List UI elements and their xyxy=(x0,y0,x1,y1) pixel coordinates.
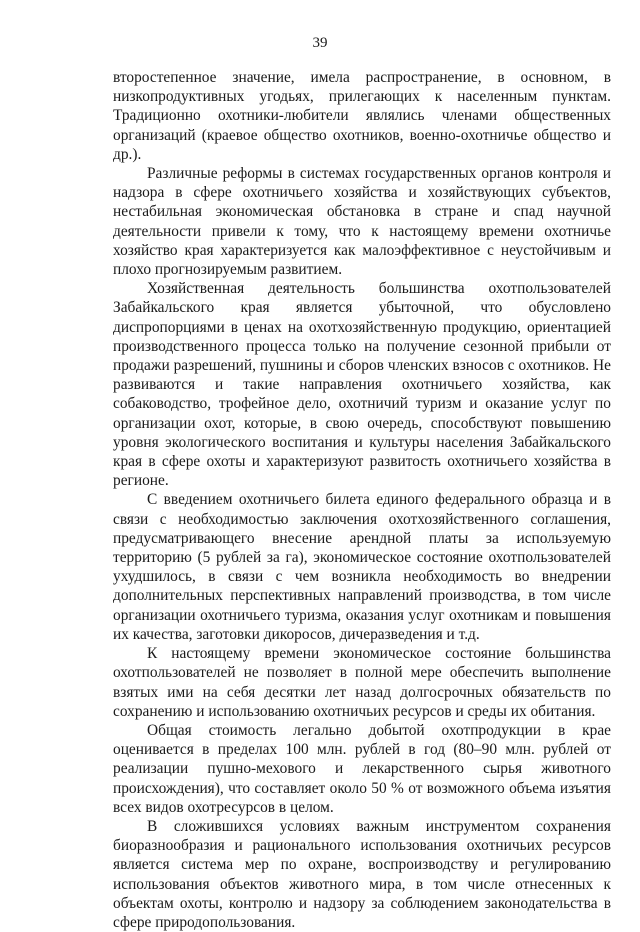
paragraph-conservation-measures: В сложившихся условиях важным инструментом сохранения биоразнообразия и рационального использования охотничьих ресурсов является система мер по охране, воспроизводству и регулированию использования объектов животного мира, в том числе отнесенных к объектам охоты, контролю и надзору за соблюдением законодательства в сфере природопользования. xyxy=(113,817,611,931)
paragraph-economic-activity: Хозяйственная деятельность большинства охотпользователей Забайкальского края является убыточной, что обусловлено диспропорциями в ценах на охотхозяйственную продукцию, ориентацией производственного процесса только на получение сезонной прибыли от продажи разрешений, пушнины и сборов членских взносов с охотников. Не развиваются и такие направления охотничьего хозяйства, как собаководство, трофейное дело, охотничий туризм и оказание услуг по организации охот, которые, в свою очередь, способствуют повышению уровня экологического воспитания и культуры населения Забайкальского края в сфере охоты и характеризуют развитость охотничьего хозяйства в регионе. xyxy=(113,280,611,490)
paragraph-hunting-license: С введением охотничьего билета единого федерального образца и в связи с необходимостью заключения охотхозяйственного соглашения, предусматривающего внесение арендной платы за используемую территорию (5 рублей за га), экономическое состояние охотпользователей ухудшилось, в связи с чем возникла необходимость во внедрении дополнительных перспективных направлений производства, в том числе организации охотничьего туризма, оказания услуг охотникам и повышения их качества, заготовки дикоросов, дичеразведения и т.д. xyxy=(113,491,611,643)
paragraph-total-value: Общая стоимость легально добытой охотпродукции в крае оценивается в пределах 100 млн. рублей в год (80–90 млн. рублей от реализации пушно-мехового и лекарственного сырья животного происхождения), что составляет около 50 % от возможного объема изъятия всех видов охотресурсов в целом. xyxy=(113,721,611,816)
paragraph-current-state: К настоящему времени экономическое состояние большинства охотпользователей не позволяет в полной мере обеспечить выполнение взятых ими на себя десятки лет назад долгосрочных обязательств по сохранению и использованию охотничьих ресурсов и среды их обитания. xyxy=(113,645,611,720)
page-number: 39 xyxy=(312,35,328,51)
document-body xyxy=(113,68,611,932)
paragraph-continuation: второстепенное значение, имела распространение, в основном, в низкопродуктивных угодьях, прилегающих к населенным пунктам. Традиционно охотники-любители являлись членами общественных организаций (краевое общество охотников, военно-охотничье общество и др.). xyxy=(113,69,611,163)
paragraph-reforms: Различные реформы в системах государственных органов контроля и надзора в сфере охотничьего хозяйства и хозяйствующих субъектов, нестабильная экономическая обстановка в стране и спад научной деятельности привели к тому, что к настоящему времени охотничье хозяйство края характеризуется как малоэффективное с неустойчивым и плохо прогнозируемым развитием. xyxy=(113,165,611,279)
